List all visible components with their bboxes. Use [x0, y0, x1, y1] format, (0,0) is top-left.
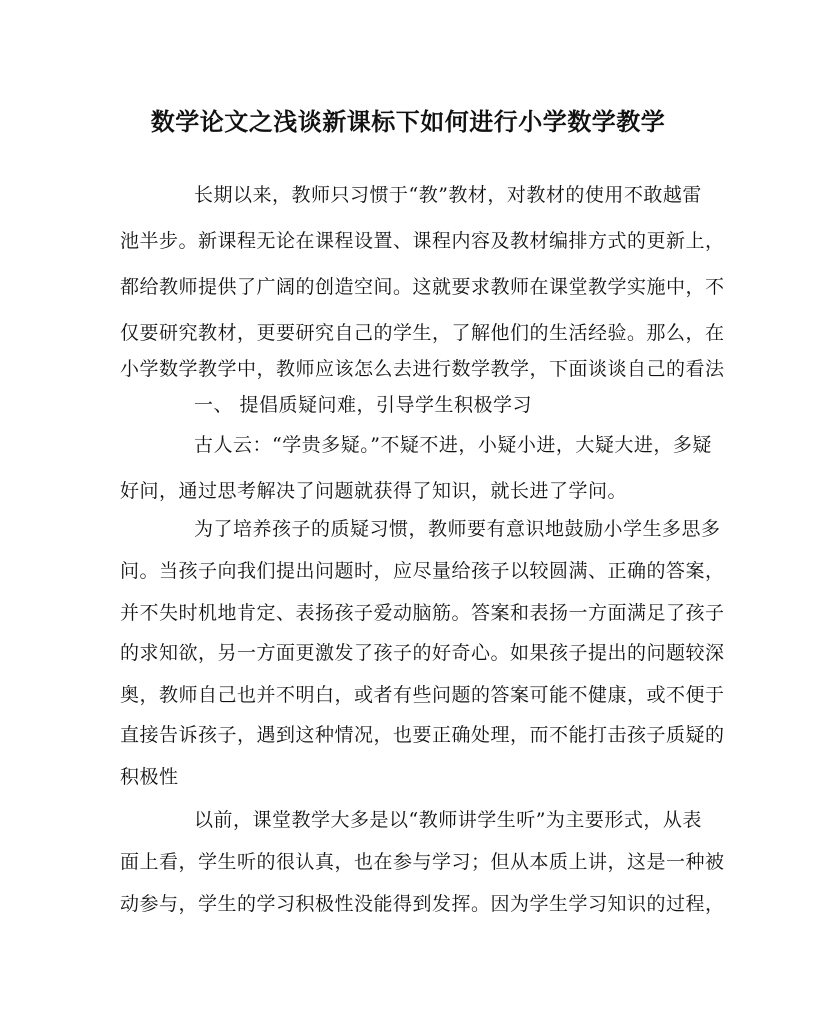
paragraph-line: 仅要研究教材，更要研究自己的学生，了解他们的生活经验。那么，在 [120, 322, 725, 344]
paragraph-line: 长期以来，教师只习惯于“教”教材，对教材的使用不敢越雷 [194, 184, 702, 206]
paragraph-line: 面上看，学生听的很认真，也在参与学习；但从本质上讲，这是一种被 [120, 851, 725, 873]
paragraph-line: 奥，教师自己也并不明白，或者有些问题的答案可能不健康，或不便于 [120, 684, 725, 706]
paragraph-line: 直接告诉孩子，遇到这种情况，也要正确处理，而不能打击孩子质疑的 [120, 724, 725, 746]
document-title: 数学论文之浅谈新课标下如何进行小学数学教学 [150, 107, 666, 136]
paragraph-line: 为了培养孩子的质疑习惯，教师要有意识地鼓励小学生多思多 [194, 518, 721, 540]
paragraph-line: 问。当孩子向我们提出问题时，应尽量给孩子以较圆满、正确的答案， [120, 560, 725, 582]
paragraph-line: 动参与，学生的学习积极性没能得到发挥。因为学生学习知识的过程， [120, 893, 725, 915]
paragraph-line: 都给教师提供了广阔的创造空间。这就要求教师在课堂教学实施中，不 [120, 276, 725, 298]
paragraph-line: 以前，课堂教学大多是以“教师讲学生听”为主要形式，从表 [194, 809, 702, 831]
paragraph-line: 古人云：“学贵多疑。”不疑不进，小疑小进，大疑大进，多疑 [194, 434, 712, 456]
paragraph-line: 的求知欲，另一方面更激发了孩子的好奇心。如果孩子提出的问题较深 [120, 642, 725, 664]
paragraph-line: 好问，通过思考解决了问题就获得了知识，就长进了学问。 [120, 480, 628, 502]
paragraph-line: 池半步。新课程无论在课程设置、课程内容及教材编排方式的更新上， [120, 230, 725, 252]
section-heading: 一、 提倡质疑问难，引导学生积极学习 [194, 394, 533, 416]
paragraph-line: 小学数学教学中，教师应该怎么去进行数学教学，下面谈谈自己的看法 [120, 358, 725, 380]
paragraph-line: 积极性 [120, 766, 179, 788]
paragraph-line: 并不失时机地肯定、表扬孩子爱动脑筋。答案和表扬一方面满足了孩子 [120, 602, 725, 624]
